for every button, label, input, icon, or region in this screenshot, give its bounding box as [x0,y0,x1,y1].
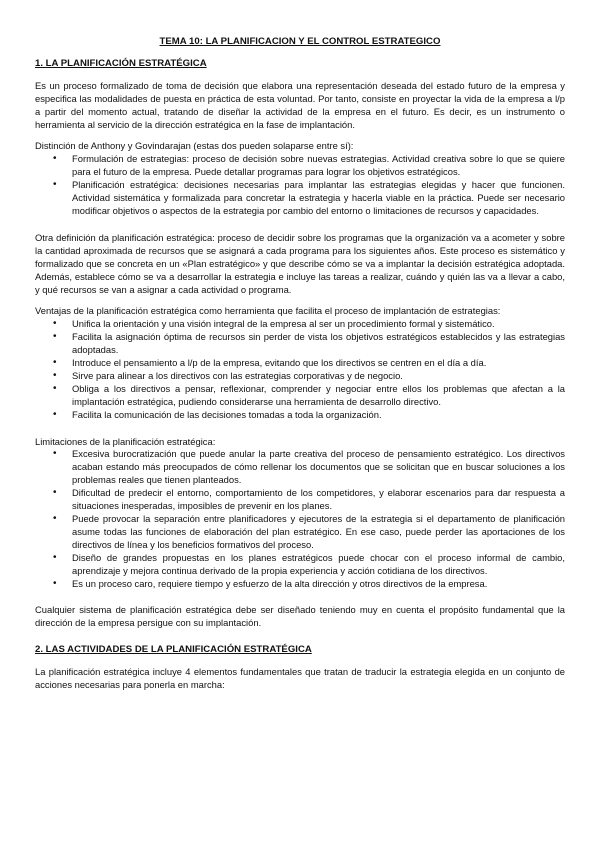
section-1-paragraph-conclusion: Cualquier sistema de planificación estratégica debe ser diseñado teniendo muy en cuenta el propósito fundamental que la dirección de la empresa persigue con su implantación. [35,604,565,629]
list-item: • Formulación de estrategias: proceso de decisión sobre nuevas estrategias. Actividad creativa sobre lo que se quiere para el futuro de la empresa. Puede detallar programas para lograr los objetivos estratégicos. [35,153,565,179]
distinction-intro: Distinción de Anthony y Govindarajan (estas dos pueden solaparse entre sí): [35,140,354,152]
list-item: • Introduce el pensamiento a l/p de la empresa, evitando que los directivos se centren en el día a día. [35,357,565,370]
list-item: • Puede provocar la separación entre planificadores y ejecutores de la estrategia si el departamento de planificación asume todas las funciones de elaboración del plan estratégico. En ese caso, puede perder las aportaciones de los directivos de línea y los beneficios formativos del proceso. [35,513,565,552]
section-1-paragraph-definition: Es un proceso formalizado de toma de decisión que elabora una representación deseada del estado futuro de la empresa y especifica las modalidades de puesta en práctica de esta voluntad. Por tanto, consiste en proyectar la vida de la empresa a l/p a partir del momento actual, tratando de diseñar la actividad de la empresa en el futuro. Es decir, es un instrumento o herramienta al servicio de la dirección estratégica en la fase de implantación. [35,79,565,130]
list-item: • Excesiva burocratización que puede anular la parte creativa del proceso de pensamiento estratégico. Los directivos acaban estando más preocupados de cómo rellenar los documentos que se solicitan que en buscar soluciones a los problemas reales que tienen planteados. [35,448,565,487]
list-item: • Planificación estratégica: decisiones necesarias para implantar las estrategias elegidas y hacer que funcionen. Actividad sistemática y formalizada para concretar la estrategia y hacerla viable en la práctica. Puede ser necesario modificar objetivos o aspectos de la estrategia por cambio del entorno o limitaciones de recursos y capacidades. [35,179,565,218]
document-title: TEMA 10: LA PLANIFICACION Y EL CONTROL ESTRATEGICO [159,36,441,47]
list-item: • Diseño de grandes propuestas en los planes estratégicos puede chocar con el proceso informal de cambio, aprendizaje y mejora continua derivado de la propia experiencia y acción cotidiana de los directivos. [35,552,565,578]
list-item: • Es un proceso caro, requiere tiempo y esfuerzo de la alta dirección y otros directivos de la empresa. [35,578,565,591]
list-item: • Facilita la comunicación de las decisiones tomadas a toda la organización. [35,409,565,422]
advantages-list [35,318,565,421]
section-1-heading: 1. LA PLANIFICACIÓN ESTRATÉGICA [35,57,207,69]
section-2-paragraph-intro: La planificación estratégica incluye 4 elementos fundamentales que tratan de traducir la estrategia elegida en un conjunto de acciones necesarias para ponerla en marcha: [35,666,565,691]
section-1-paragraph-other-definition: Otra definición da planificación estratégica: proceso de decidir sobre los programas que la organización va a acometer y sobre la cantidad aproximada de recursos que se asignará a cada programa para los siguientes años. Este proceso es sistemático y formalizado que se concreta en un «Plan estratégico» y que describe cómo se va a implantar la decisión estratégica adoptada. Además, establece cómo se va a desarrollar la estrategia e incluye las tareas a realizar, cuándo y quién las va a llevar a cabo, y qué recursos se van a asignar a cada actividad o programa. [35,231,565,295]
limitations-intro: Limitaciones de la planificación estratégica: [35,435,216,447]
list-item: • Unifica la orientación y una visión integral de la empresa al ser un procedimiento formal y sistemático. [35,318,565,331]
advantages-intro: Ventajas de la planificación estratégica como herramienta que facilita el proceso de implantación de estrategias: [35,305,501,317]
list-item: • Sirve para alinear a los directivos con las estrategias corporativas y de negocio. [35,370,565,383]
distinction-list [35,153,565,218]
list-item: • Dificultad de predecir el entorno, comportamiento de los competidores, y elaborar escenarios para dar respuesta a situaciones inesperadas, imposibles de prevenir en los planes. [35,487,565,513]
limitations-list [35,448,565,590]
list-item: • Facilita la asignación óptima de recursos sin perder de vista los objetivos estratégicos establecidos y las estrategias adoptadas. [35,331,565,357]
section-2-heading: 2. LAS ACTIVIDADES DE LA PLANIFICACIÓN ESTRATÉGICA [35,644,312,656]
list-item: • Obliga a los directivos a pensar, reflexionar, comprender y negociar entre ellos los problemas que afectan a la implantación estratégica, pudiendo considerarse una herramienta de desarrollo directivo. [35,383,565,409]
